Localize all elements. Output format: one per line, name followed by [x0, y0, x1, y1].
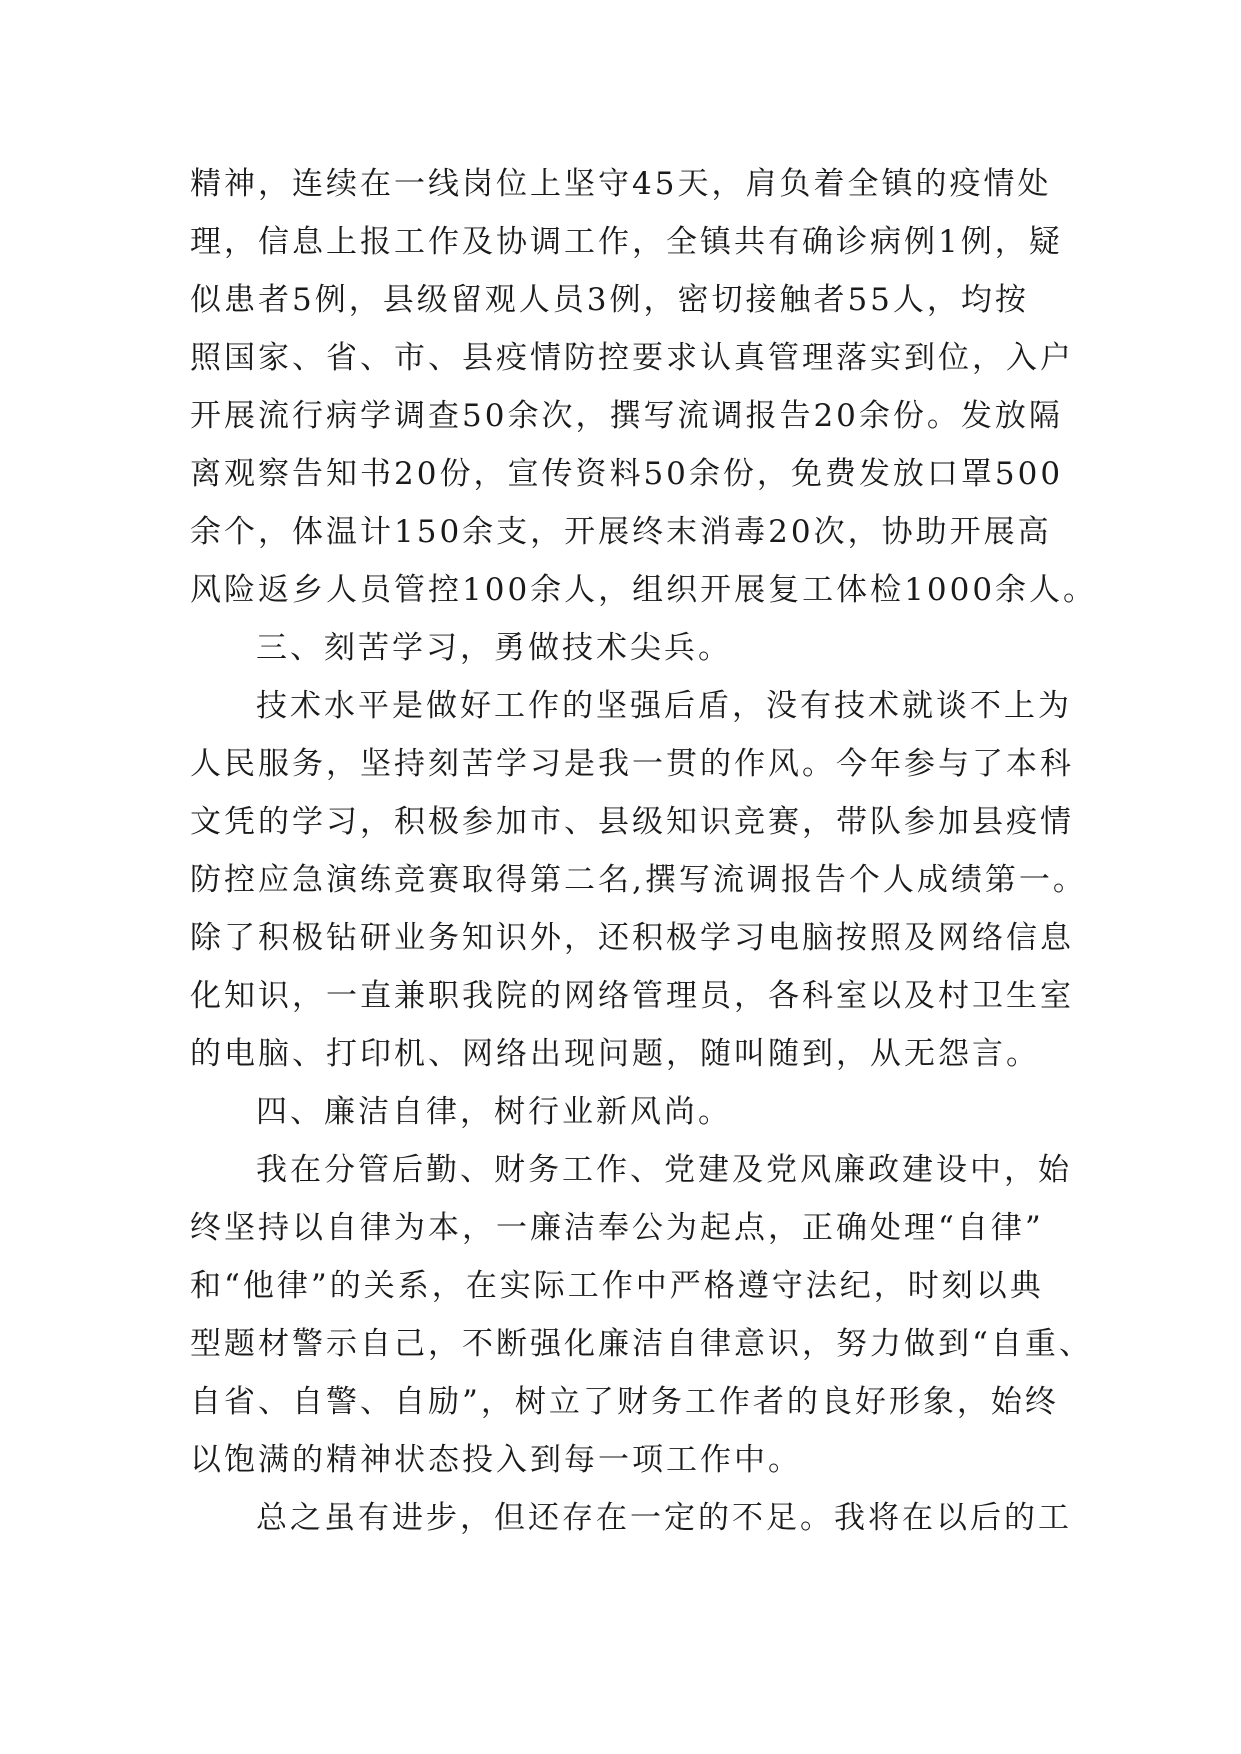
text-line: 文凭的学习，积极参加市、县级知识竞赛，带队参加县疫情 — [190, 804, 1074, 840]
text-line: 自省、自警、自励”，树立了财务工作者的良好形象，始终 — [190, 1384, 1059, 1420]
text-line: 风险返乡人员管控100余人，组织开展复工体检1000余人。 — [190, 572, 1098, 608]
text-line: 余个，体温计150余支，开展终末消毒20次，协助开展高 — [190, 514, 1052, 550]
text-line: 除了积极钻研业务知识外，还积极学习电脑按照及网络信息 — [190, 920, 1074, 956]
text-line: 型题材警示自己，不断强化廉洁自律意识，努力做到“自重、 — [190, 1326, 1093, 1362]
text-line: 精神，连续在一线岗位上坚守45天，肩负着全镇的疫情处 — [190, 166, 1052, 202]
section-heading: 四、廉洁自律，树行业新风尚。 — [256, 1094, 732, 1130]
text-line: 以饱满的精神状态投入到每一项工作中。 — [190, 1442, 802, 1478]
text-line: 技术水平是做好工作的坚强后盾，没有技术就谈不上为 — [256, 688, 1072, 724]
text-line: 似患者5例，县级留观人员3例，密切接触者55人，均按 — [190, 282, 1029, 318]
text-line: 防控应急演练竞赛取得第二名,撰写流调报告个人成绩第一。 — [190, 862, 1087, 898]
text-line: 总之虽有进步，但还存在一定的不足。我将在以后的工 — [256, 1500, 1072, 1536]
text-line: 人民服务，坚持刻苦学习是我一贯的作风。今年参与了本科 — [190, 746, 1074, 782]
text-line: 我在分管后勤、财务工作、党建及党风廉政建设中，始 — [256, 1152, 1072, 1188]
document-body — [190, 155, 1098, 1547]
section-heading: 三、刻苦学习，勇做技术尖兵。 — [256, 630, 732, 666]
text-line: 开展流行病学调查50余次，撰写流调报告20余份。发放隔 — [190, 398, 1063, 434]
text-line: 照国家、省、市、县疫情防控要求认真管理落实到位，入户 — [190, 340, 1074, 376]
text-line: 化知识，一直兼职我院的网络管理员，各科室以及村卫生室 — [190, 978, 1074, 1014]
text-line: 的电脑、打印机、网络出现问题，随叫随到，从无怨言。 — [190, 1036, 1040, 1072]
text-line: 离观察告知书20份，宣传资料50余份，免费发放口罩500 — [190, 456, 1064, 492]
text-line: 理，信息上报工作及协调工作，全镇共有确诊病例1例，疑 — [190, 224, 1063, 260]
text-line: 和“他律”的关系，在实际工作中严格遵守法纪，时刻以典 — [190, 1268, 1044, 1304]
text-line: 终坚持以自律为本，一廉洁奉公为起点，正确处理“自律” — [190, 1210, 1044, 1246]
